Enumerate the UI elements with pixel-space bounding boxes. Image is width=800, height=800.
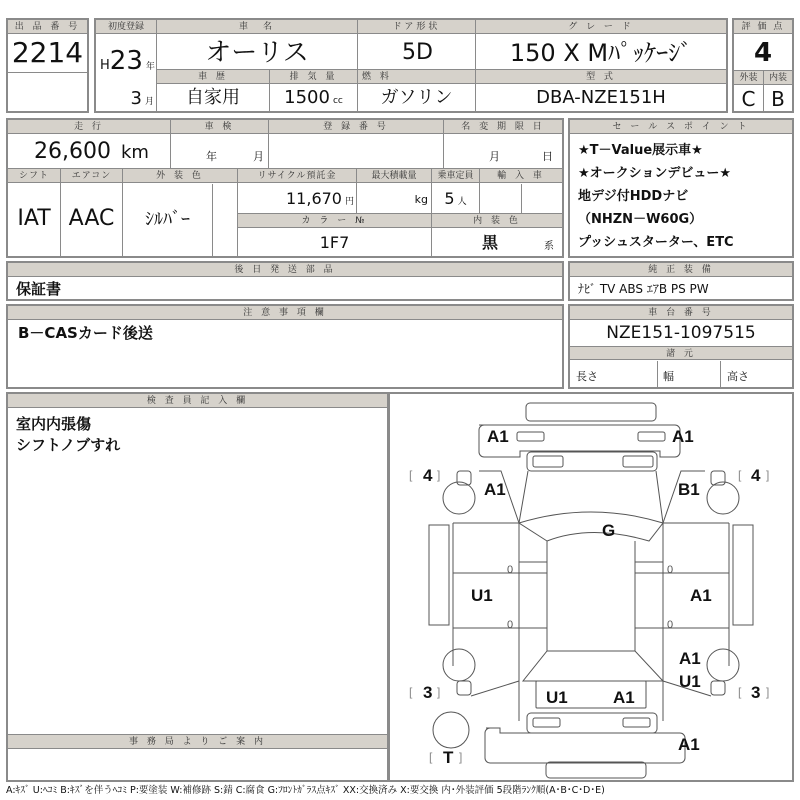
later-parts-value: 保証書: [16, 280, 62, 298]
roof: [547, 541, 635, 651]
svg-text:]: ]: [437, 685, 441, 699]
reg-number-label: 登 録 番 号: [269, 120, 443, 134]
door-label: ドア形状: [358, 20, 475, 34]
car-name-value: オーリス: [205, 38, 309, 68]
recycle-amount: 11,670: [286, 189, 342, 208]
svg-text:[: [: [409, 468, 413, 482]
rear-bumper: [485, 728, 685, 763]
sales-point-item: ★オークションデビュー★: [578, 166, 732, 181]
spec-width-label: 幅: [663, 370, 674, 383]
max-load-value: [357, 192, 428, 208]
mark-rear-quarter-right: A1: [679, 649, 701, 668]
name-change-day-unit: 日: [542, 150, 553, 163]
capacity-unit: 人: [457, 197, 467, 207]
first-reg-year-value: 23: [109, 46, 143, 76]
chassis-label: 車 台 番 号: [570, 306, 792, 320]
model-label: 型 式: [476, 70, 726, 84]
displacement-value: [270, 86, 357, 113]
mileage-unit: km: [120, 142, 149, 163]
first-reg-month: [100, 88, 154, 113]
fuel-label: 燃 料: [358, 70, 475, 84]
spare-tire: [433, 712, 469, 748]
ext-grade-label: 外装: [734, 71, 763, 85]
mark-spare-tire: T: [443, 748, 454, 767]
mark-front-door-right: A1: [690, 586, 712, 605]
chassis-value: NZE151-1097515: [606, 323, 756, 343]
score-label: 評 価 点: [734, 20, 792, 34]
svg-text:]: ]: [459, 750, 463, 764]
mark-tire-rear-left: 3: [423, 683, 433, 702]
color-no-label: カ ラ ー №: [238, 214, 431, 228]
mileage-number: 26,600: [34, 139, 111, 164]
sales-points-label: セ ー ル ス ポ イ ン ト: [570, 120, 792, 134]
notes-box: [6, 304, 564, 389]
damage-diagram-box: [389, 392, 794, 782]
mark-tailgate-left: U1: [546, 688, 568, 707]
inspector-box: [6, 392, 389, 782]
sales-points-box: [568, 118, 794, 258]
chassis-box: [568, 304, 794, 389]
mark-pillar: 0: [507, 564, 514, 576]
svg-text:]: ]: [766, 685, 770, 699]
mark-pillar: 0: [507, 619, 514, 631]
mileage-value: [34, 138, 170, 167]
int-color-label: 内 装 色: [432, 214, 562, 228]
import-label: 輸 入 車: [480, 169, 562, 183]
mark-front-bumper-left: A1: [487, 427, 509, 446]
score-box: [732, 18, 794, 113]
svg-text:[: [: [409, 685, 413, 699]
mileage-label: 走 行: [8, 120, 170, 134]
first-reg-year: [100, 40, 156, 87]
later-parts-box: [6, 261, 564, 301]
lot-number-label: 出 品 番 号: [8, 20, 87, 34]
shift-value: IAT: [17, 206, 51, 231]
displacement-label: 排 気 量: [270, 70, 357, 84]
mark-tailgate-right: A1: [613, 688, 635, 707]
color-no-value: 1F7: [319, 233, 350, 252]
int-color-name: 黒: [482, 233, 499, 252]
sales-point-item: （NHZN－W60G）: [578, 212, 703, 227]
ext-color-value: ｼﾙﾊﾞｰ: [145, 209, 190, 230]
mark-front-bumper-right: A1: [672, 427, 694, 446]
svg-text:[: [: [738, 685, 742, 699]
equipment-box: [568, 261, 794, 301]
recycle-label: リサイクル預託金: [238, 169, 356, 183]
int-grade-value: B: [771, 87, 785, 111]
svg-text:[: [: [738, 468, 742, 482]
max-load-label: 最大積載量: [357, 169, 431, 183]
mark-tire-rear-right: 3: [751, 683, 761, 702]
sales-point-item: プッシュスターター、ETC: [578, 235, 734, 250]
front-grille-top: [526, 403, 656, 421]
mark-front-fender-left: A1: [484, 480, 506, 499]
displacement-number: 1500: [284, 87, 330, 108]
equipment-value: ﾅﾋﾞ TV ABS ｴｱB PS PW: [578, 282, 709, 296]
grade-value: 150 X Mﾊﾟｯｹｰｼﾞ: [509, 39, 693, 67]
mark-pillar: 0: [667, 564, 674, 576]
month-unit: 月: [144, 97, 154, 107]
wheel-front-left: [443, 482, 475, 514]
rear-lamps: [527, 713, 657, 733]
lot-number-box: [6, 18, 89, 113]
aircon-label: エアコン: [61, 169, 122, 183]
svg-text:]: ]: [766, 468, 770, 482]
inspector-line: シフトノブすれ: [16, 436, 121, 454]
mark-pillar: 0: [667, 619, 674, 631]
wheel-rear-right: [707, 649, 739, 681]
model-value: DBA-NZE151H: [536, 87, 666, 108]
int-color-unit: 系: [544, 241, 554, 252]
capacity-label: 乗車定員: [432, 169, 479, 183]
specs-label: 諸 元: [570, 346, 792, 360]
later-parts-label: 後 日 発 送 部 品: [8, 263, 562, 277]
hood: [519, 471, 663, 523]
history-value: 自家用: [186, 87, 240, 108]
mark-front-fender-right: B1: [678, 480, 700, 499]
inspection-label: 車 検: [171, 120, 268, 134]
displacement-unit: cc: [332, 96, 343, 106]
ext-grade-value: C: [741, 87, 756, 111]
ext-color-label: 外 装 色: [123, 169, 237, 183]
name-change-month-unit: 月: [489, 150, 500, 163]
capacity-number: 5: [444, 189, 455, 208]
name-change-label: 名 変 期 限 日: [444, 120, 562, 134]
recycle-value: [238, 188, 354, 213]
wheel-rear-left: [443, 649, 475, 681]
inspector-label: 検 査 員 記 入 欄: [8, 394, 387, 408]
shift-label: シフト: [8, 169, 60, 183]
rear-glass: [523, 651, 663, 681]
svg-text:[: [: [429, 750, 433, 764]
inspector-line: 室内内張傷: [16, 415, 92, 433]
sales-point-item: ★T－Value展示車★: [578, 143, 703, 158]
office-label: 事 務 局 よ り ご 案 内: [8, 735, 387, 749]
mark-rear-bumper: A1: [678, 735, 700, 754]
first-reg-label: 初度登録: [96, 20, 156, 34]
first-reg-era: H: [100, 58, 110, 73]
inspection-year-unit: 年: [206, 150, 217, 163]
mark-windshield: G: [602, 521, 616, 540]
recycle-unit: 円: [344, 197, 354, 207]
left-side: [429, 523, 453, 666]
front-grille: [527, 452, 657, 471]
fuel-value: ガソリン: [380, 87, 453, 108]
equipment-label: 純 正 装 備: [570, 263, 792, 277]
int-grade-label: 内装: [764, 71, 792, 85]
mark-rear-quarter-right-3: U1: [679, 672, 701, 691]
mark-front-door-left: U1: [471, 586, 493, 605]
notes-label: 注 意 事 項 欄: [8, 306, 562, 320]
aircon-value: AAC: [68, 206, 115, 231]
lot-number-value: 2214: [11, 36, 84, 69]
right-side: [729, 523, 753, 666]
car-name-label: 車 名: [157, 20, 357, 34]
inspection-month-unit: 月: [253, 150, 264, 163]
mark-tire-front-left: 4: [423, 466, 433, 485]
svg-text:]: ]: [437, 468, 441, 482]
mark-tire-front-right: 4: [751, 466, 761, 485]
car-damage-diagram: [390, 394, 793, 780]
score-value: 4: [753, 38, 773, 68]
capacity-value: [432, 188, 479, 213]
spec-length-label: 長さ: [576, 370, 598, 383]
year-unit: 年: [145, 62, 155, 72]
wheel-front-right: [707, 482, 739, 514]
notes-value: B－CASカード後送: [18, 324, 153, 342]
grade-label: グ レ ー ド: [476, 20, 726, 34]
sales-point-item: 地デジ付HDDナビ: [578, 189, 689, 204]
spec-height-label: 高さ: [727, 370, 749, 383]
legend: A:ｷｽﾞ U:ﾍｺﾐ B:ｷｽﾞを伴うﾍｺﾐ P:要塗装 W:補修跡 S:錆 C:腐食 G:ﾌﾛﾝﾄｶﾞﾗｽ点ｷｽﾞ XX:交換済み X:要交換 内･外装評価 5段階ﾗﾝｸ順(A･B･C･D･E): [6, 785, 605, 796]
door-value: 5D: [402, 40, 433, 65]
max-load-unit: kg: [414, 193, 428, 206]
first-reg-month-value: 3: [130, 88, 142, 109]
history-label: 車 歴: [157, 70, 269, 84]
windshield: [519, 512, 663, 541]
